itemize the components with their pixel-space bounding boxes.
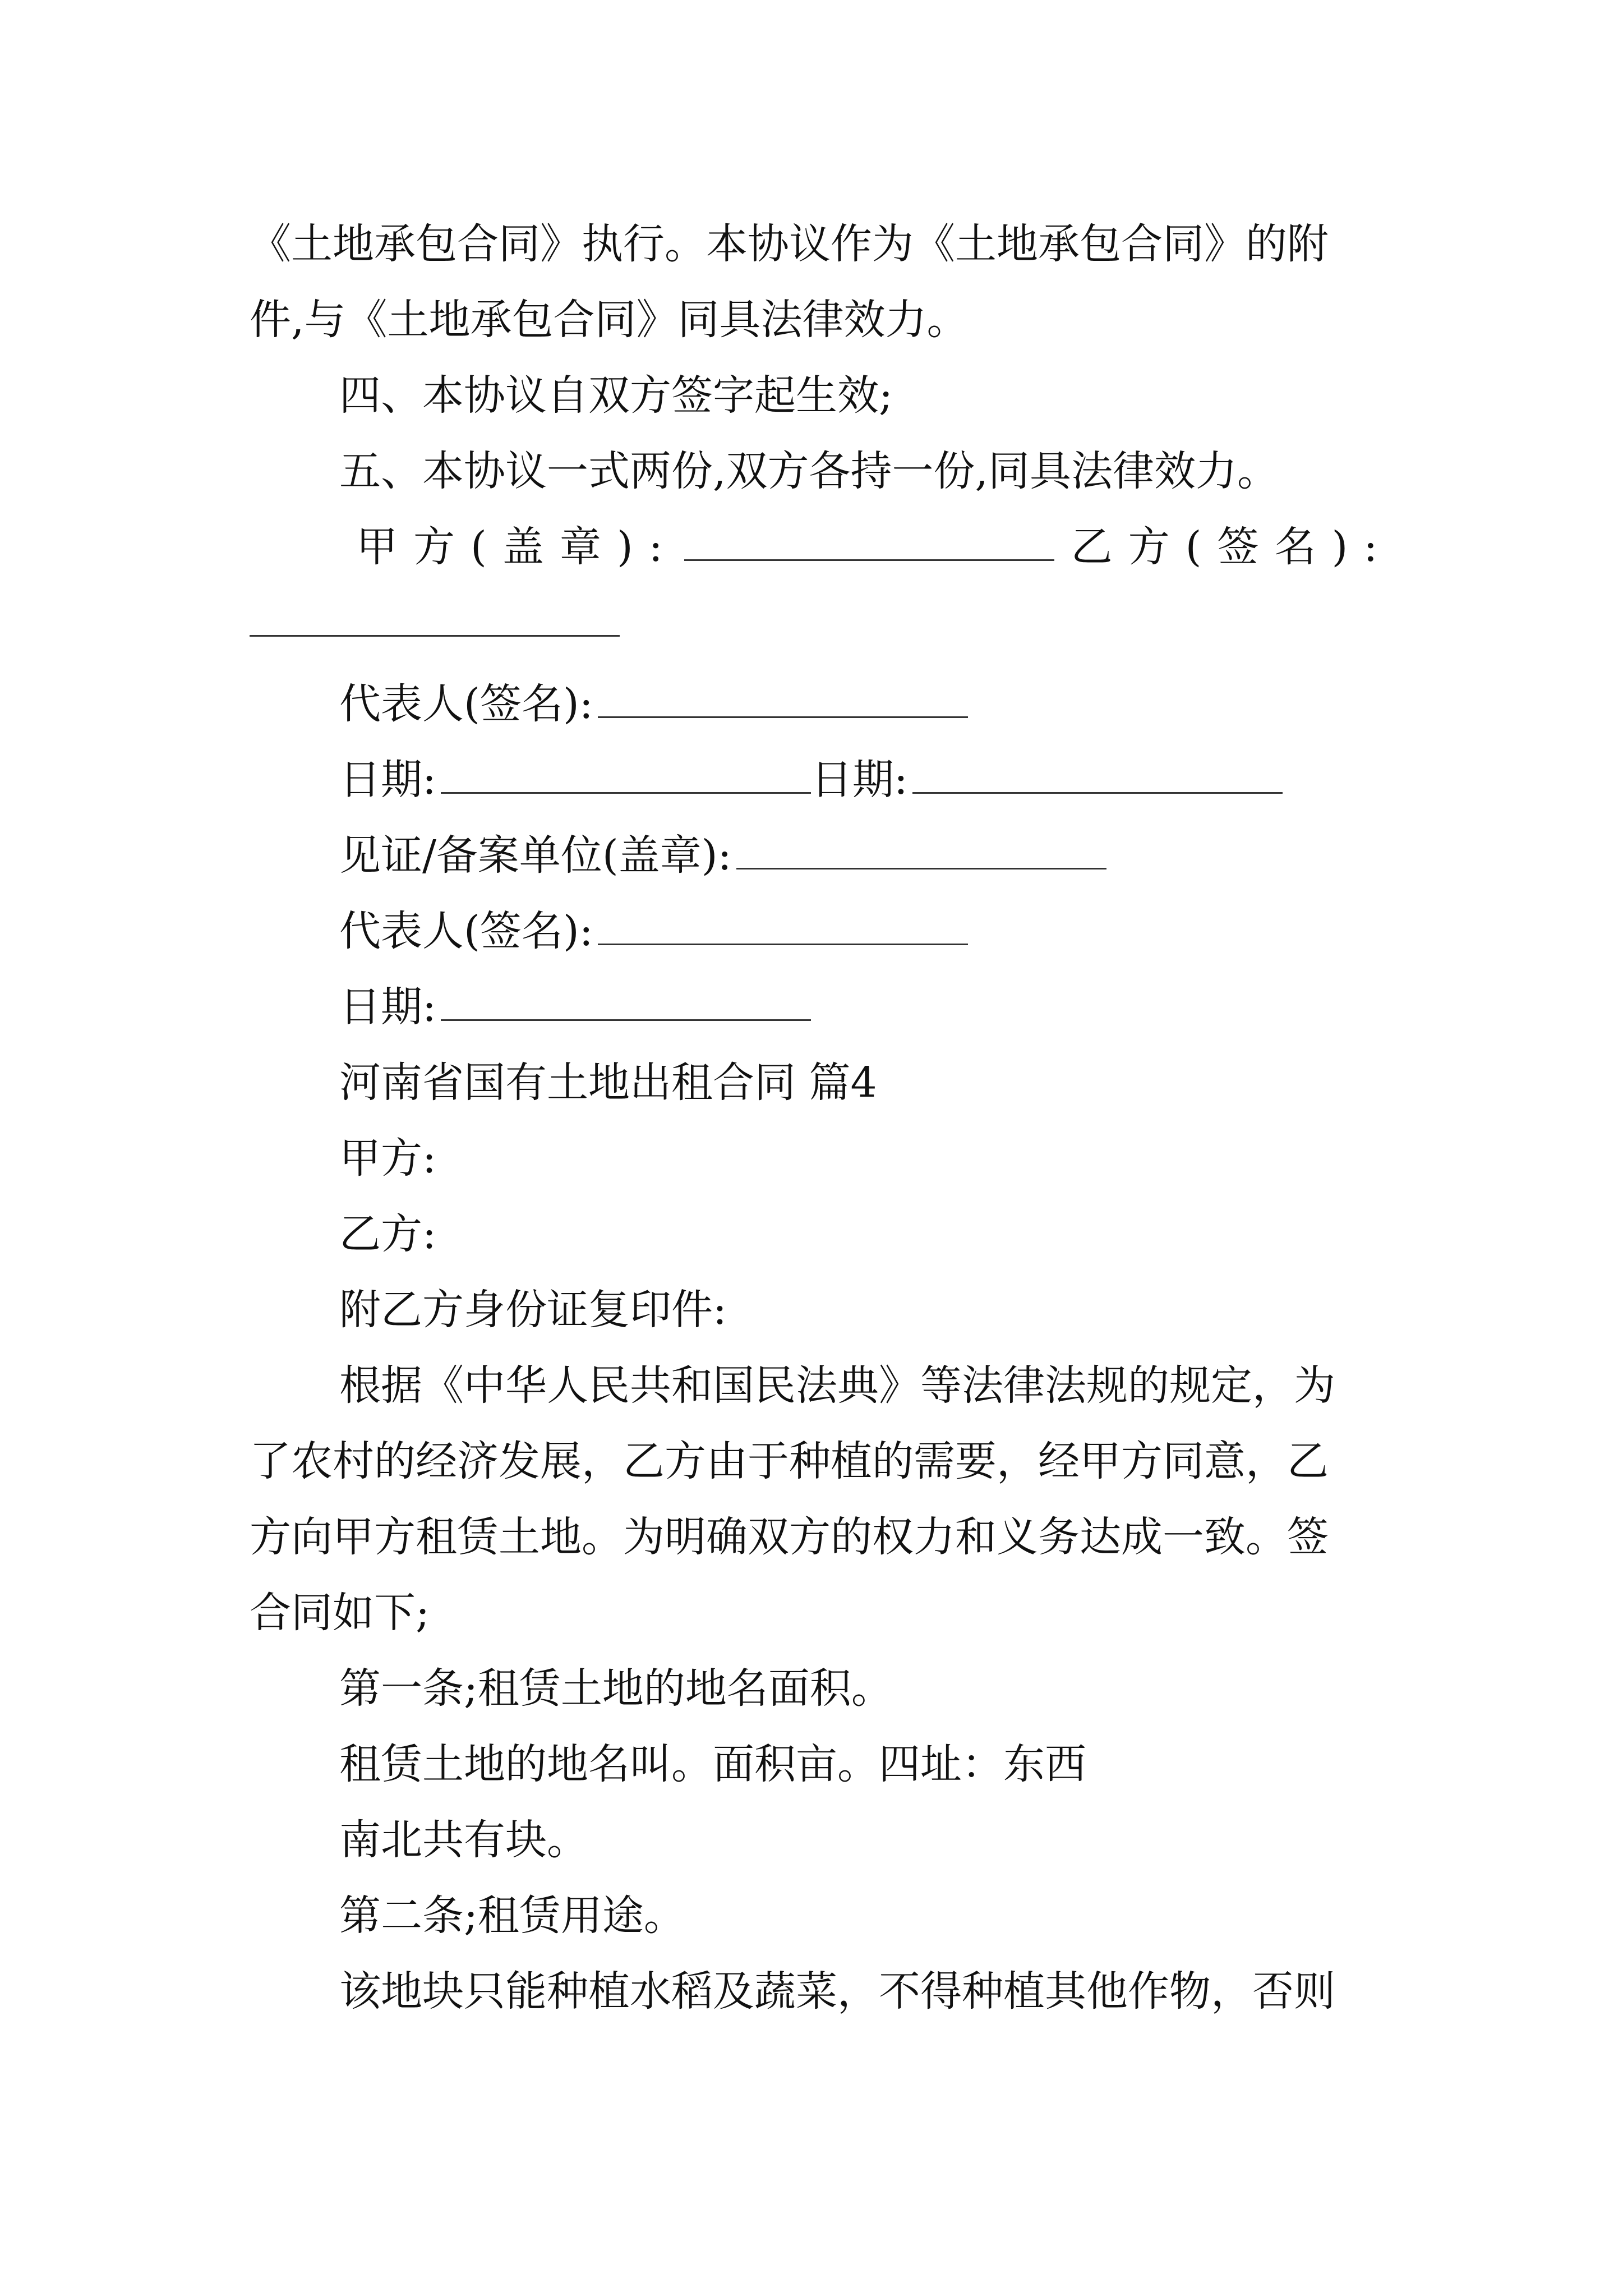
- text-line: 该地块只能种植水稻及蔬菜，不得种植其他作物，否则: [339, 1967, 1335, 2016]
- text-line: 第一条;租赁土地的地名面积。: [339, 1664, 893, 1713]
- text-line: 合同如下;: [250, 1589, 430, 1637]
- text-line: 南北共有块。: [339, 1816, 588, 1864]
- text-line: 方向甲方租赁土地。为明确双方的权力和义务达成一致。签: [250, 1513, 1329, 1561]
- witness-label: 见证/备案单位(盖章):: [339, 831, 732, 880]
- text-line: 根据《中华人民共和国民法典》等法律法规的规定，为: [339, 1361, 1335, 1410]
- party-a-label: 甲方(盖章):: [356, 523, 679, 571]
- witness-row: [339, 827, 1106, 884]
- party-b-label: 乙方(签名):: [1071, 523, 1394, 571]
- rep1-blank: [598, 683, 968, 718]
- party-a-blank: [684, 526, 1054, 561]
- rep1-label: 代表人(签名):: [339, 680, 593, 728]
- date1-label: 日期:: [339, 756, 436, 804]
- text-line: 租赁土地的地名叫。面积亩。四址：东西: [339, 1740, 1086, 1788]
- rep2-blank: [598, 910, 968, 945]
- section-title: 河南省国有土地出租合同 篇4: [339, 1059, 877, 1107]
- date-row: [339, 752, 1283, 808]
- date2-label: 日期:: [810, 756, 908, 804]
- text-line: 甲方:: [339, 1134, 436, 1182]
- witness-blank: [736, 834, 1106, 869]
- date3-row: [339, 979, 811, 1035]
- date1-blank: [441, 758, 811, 794]
- rep2-row: [339, 903, 968, 959]
- text-line: 五、本协议一式两份,双方各持一份,同具法律效力。: [339, 447, 1279, 495]
- text-line: 四、本协议自双方签字起生效;: [339, 371, 893, 420]
- date2-blank: [912, 758, 1283, 794]
- date3-blank: [441, 986, 811, 1021]
- text-line: 件,与《土地承包合同》同具法律效力。: [250, 296, 969, 344]
- party-b-blank: [250, 601, 620, 637]
- text-line: 第二条;租赁用途。: [339, 1892, 685, 1940]
- rep1-row: [339, 676, 968, 732]
- party-a-row: [356, 519, 1393, 575]
- text-line: 乙方:: [339, 1210, 436, 1258]
- rep2-label: 代表人(签名):: [339, 907, 593, 955]
- party-b-row: [250, 595, 620, 651]
- text-line: 附乙方身份证复印件:: [339, 1286, 727, 1334]
- text-line: 了农村的经济发展，乙方由于种植的需要，经甲方同意，乙: [250, 1437, 1329, 1485]
- date3-label: 日期:: [339, 983, 436, 1031]
- text-line: 《土地承包合同》执行。本协议作为《土地承包合同》的附: [250, 220, 1329, 268]
